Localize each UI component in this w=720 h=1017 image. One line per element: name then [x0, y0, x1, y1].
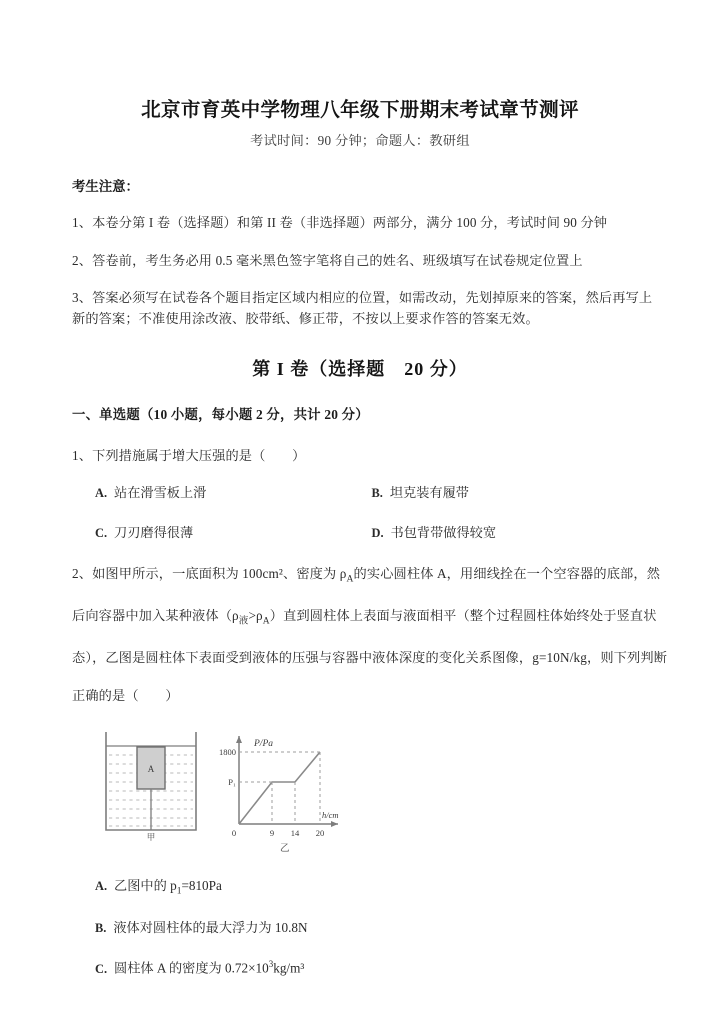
option-2-b-text: 液体对圆柱体的最大浮力为 10.8N — [113, 920, 308, 936]
option-2-c-label: C. — [95, 961, 108, 976]
question-group-title: 一、单选题（10 小题，每小题 2 分，共计 20 分） — [72, 406, 369, 422]
option-1-c-label: C. — [95, 525, 108, 540]
figure-caption-yi: 乙 — [280, 843, 290, 854]
q2-line1-a: 2、如图甲所示，一底面积为 100cm²、密度为 ρ — [72, 565, 347, 581]
question-1-options-row-2 — [72, 523, 648, 543]
physics-figure-svg — [94, 724, 354, 842]
question-2-figure — [72, 724, 648, 854]
top-margin — [72, 0, 648, 96]
option-1-a-text: 站在滑雪板上滑 — [114, 485, 207, 501]
q2-line2-b: >ρ — [248, 607, 263, 623]
q2-line2-c: ）直到圆柱体上表面与液面相平（整个过程圆柱体始终处于竖直状 — [269, 607, 657, 623]
y-axis-arrow — [236, 736, 242, 743]
option-2-b[interactable] — [72, 918, 648, 938]
chart-x-tick-9: 9 — [269, 827, 275, 838]
exam-subtitle: 考试时间：90 分钟；命题人：教研组 — [250, 133, 470, 149]
q2-line2-sub2: A — [262, 616, 270, 627]
chart-x-axis-label: h/cm — [322, 809, 339, 820]
option-1-d-label: D. — [371, 525, 384, 540]
option-2-c-text-post: kg/m³ — [273, 960, 305, 976]
option-1-b-label: B. — [371, 486, 383, 501]
q2-line1-b: 的实心圆柱体 A，用细线拴在一个空容器的底部，然 — [353, 565, 661, 581]
chart-guide-lines — [239, 752, 320, 824]
option-2-a[interactable] — [72, 876, 648, 899]
option-1-c-text: 刀刃磨得很薄 — [114, 524, 194, 540]
chart-y-tick-1800: 1800 — [219, 746, 236, 757]
page-title: 北京市育英中学物理八年级下册期末考试章节测评 — [141, 100, 579, 121]
section-title: 第 I 卷（选择题 20 分） — [252, 358, 468, 379]
question-2-stem-line-4: 正确的是（ ） — [72, 688, 179, 704]
option-1-d-text: 书包背带做得较宽 — [390, 524, 497, 540]
option-2-c-text-pre: 圆柱体 A 的密度为 0.72×10 — [114, 960, 269, 976]
chart-data-line — [239, 752, 320, 824]
question-2-stem-line-2 — [72, 605, 657, 630]
option-1-a-label: A. — [95, 486, 108, 501]
option-1-d[interactable] — [372, 523, 649, 543]
option-2-a-text-pre: 乙图中的 p — [114, 877, 177, 893]
notice-item-3: 3、答案必须写在试卷各个题目指定区域内相应的位置，如需改动，先划掉原来的答案，然后再写上新的答案；不准使用涂改液、胶带纸、修正带，不按以上要求作答的答案无效。 — [72, 289, 653, 327]
option-2-b-label: B. — [95, 921, 107, 936]
notice-heading: 考生注意： — [72, 179, 139, 195]
block-a-label: A — [147, 763, 155, 774]
q2-line1-sub: A — [346, 574, 354, 585]
option-2-c[interactable] — [72, 958, 648, 978]
option-2-a-text-post: =810Pa — [181, 877, 222, 893]
chart-x-tick-20: 20 — [315, 827, 325, 838]
question-1-options-row-1 — [72, 483, 648, 503]
option-1-b[interactable] — [372, 483, 649, 503]
question-2-stem-line-3: 态），乙图是圆柱体下表面受到液体的压强与容器中液体深度的变化关系图像，g=10N/kg，则下列判断 — [72, 649, 668, 665]
option-1-b-text: 坦克装有履带 — [389, 485, 469, 501]
chart-x-tick-14: 14 — [290, 827, 300, 838]
x-axis-arrow — [331, 821, 338, 827]
notice-item-2: 2、答卷前，考生务必用 0.5 毫米黑色签字笔将自己的姓名、班级填写在试卷规定位置上 — [72, 252, 583, 268]
question-2-stem-line-1 — [72, 563, 661, 588]
option-2-a-sub: 1 — [176, 886, 182, 897]
option-2-a-label: A. — [95, 878, 108, 893]
q2-line2-sub1: 液 — [238, 616, 249, 627]
option-1-c[interactable] — [95, 523, 372, 543]
figure-caption-jia: 甲 — [146, 831, 156, 842]
notice-item-1: 1、本卷分第 I 卷（选择题）和第 II 卷（非选择题）两部分，满分 100 分，考试时间 90 分钟 — [72, 215, 608, 231]
option-2-c-sup: 3 — [268, 959, 274, 970]
q2-line2-a: 后向容器中加入某种液体（ρ — [72, 607, 239, 623]
option-1-a[interactable] — [95, 483, 372, 503]
question-1-stem: 1、下列措施属于增大压强的是（ ） — [72, 447, 306, 463]
chart-y-tick-p1: P₁ — [228, 776, 236, 787]
chart-origin-label: 0 — [231, 827, 237, 838]
chart-y-axis-label: P/Pa — [254, 738, 273, 749]
